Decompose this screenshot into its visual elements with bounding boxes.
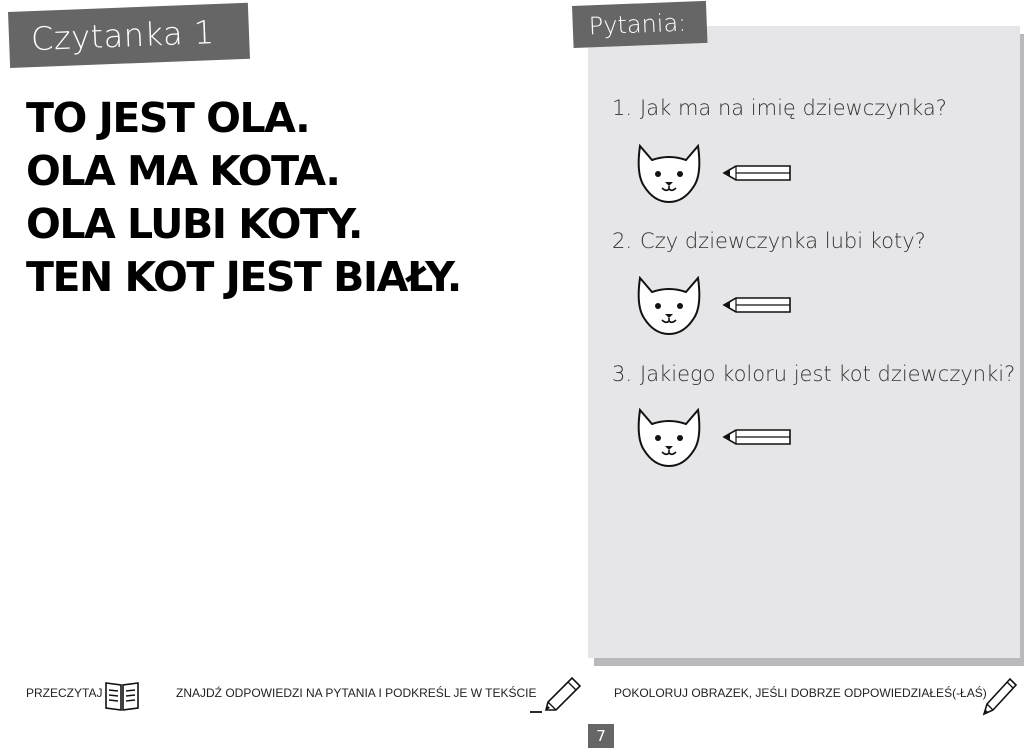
question-text: Jakiego koloru jest kot dziewczynki?: [640, 362, 1016, 386]
reading-line: TO JEST OLA.: [26, 94, 310, 142]
reading-line: OLA MA KOTA.: [26, 147, 340, 195]
question-text: Jak ma na imię dziewczynka?: [640, 96, 947, 120]
answer-row-1[interactable]: [636, 144, 796, 204]
question-text: Czy dziewczynka lubi koty?: [640, 229, 926, 253]
reading-line: TEN KOT JEST BIAŁY.: [26, 253, 461, 301]
reading-line: OLA LUBI KOTY.: [26, 200, 362, 248]
page-title: Czytanka 1: [30, 13, 216, 59]
footer-color: POKOLORUJ OBRAZEK, JEŚLI DOBRZE ODPOWIEDZIAŁEŚ(-ŁAŚ): [614, 686, 987, 700]
questions-label: Pytania:: [588, 8, 687, 41]
cat-icon: [636, 144, 702, 204]
questions-panel: [588, 26, 1020, 658]
cat-icon: [636, 276, 702, 336]
questions-tag: [572, 1, 708, 48]
pencil-icon: [722, 426, 792, 448]
question-number: 3.: [612, 362, 633, 386]
question-3: [612, 362, 1015, 386]
answer-row-2[interactable]: [636, 276, 796, 336]
reading-text: [26, 92, 546, 304]
question-2: [612, 229, 926, 253]
title-banner: [8, 3, 250, 68]
question-1: [612, 96, 947, 120]
cat-icon: [636, 408, 702, 468]
pencil-icon: [982, 676, 1018, 716]
question-number: 1.: [612, 96, 633, 120]
book-icon: [104, 680, 140, 712]
answer-row-3[interactable]: [636, 408, 796, 468]
question-number: 2.: [612, 229, 633, 253]
footer-find: ZNAJDŹ ODPOWIEDZI NA PYTANIA I PODKREŚL JE W TEKŚCIE: [176, 686, 537, 700]
pencil-underline-icon: [528, 676, 584, 716]
footer-read: PRZECZYTAJ: [26, 686, 103, 700]
pencil-icon: [722, 294, 792, 316]
page-number: 7: [588, 724, 614, 748]
pencil-icon: [722, 162, 792, 184]
